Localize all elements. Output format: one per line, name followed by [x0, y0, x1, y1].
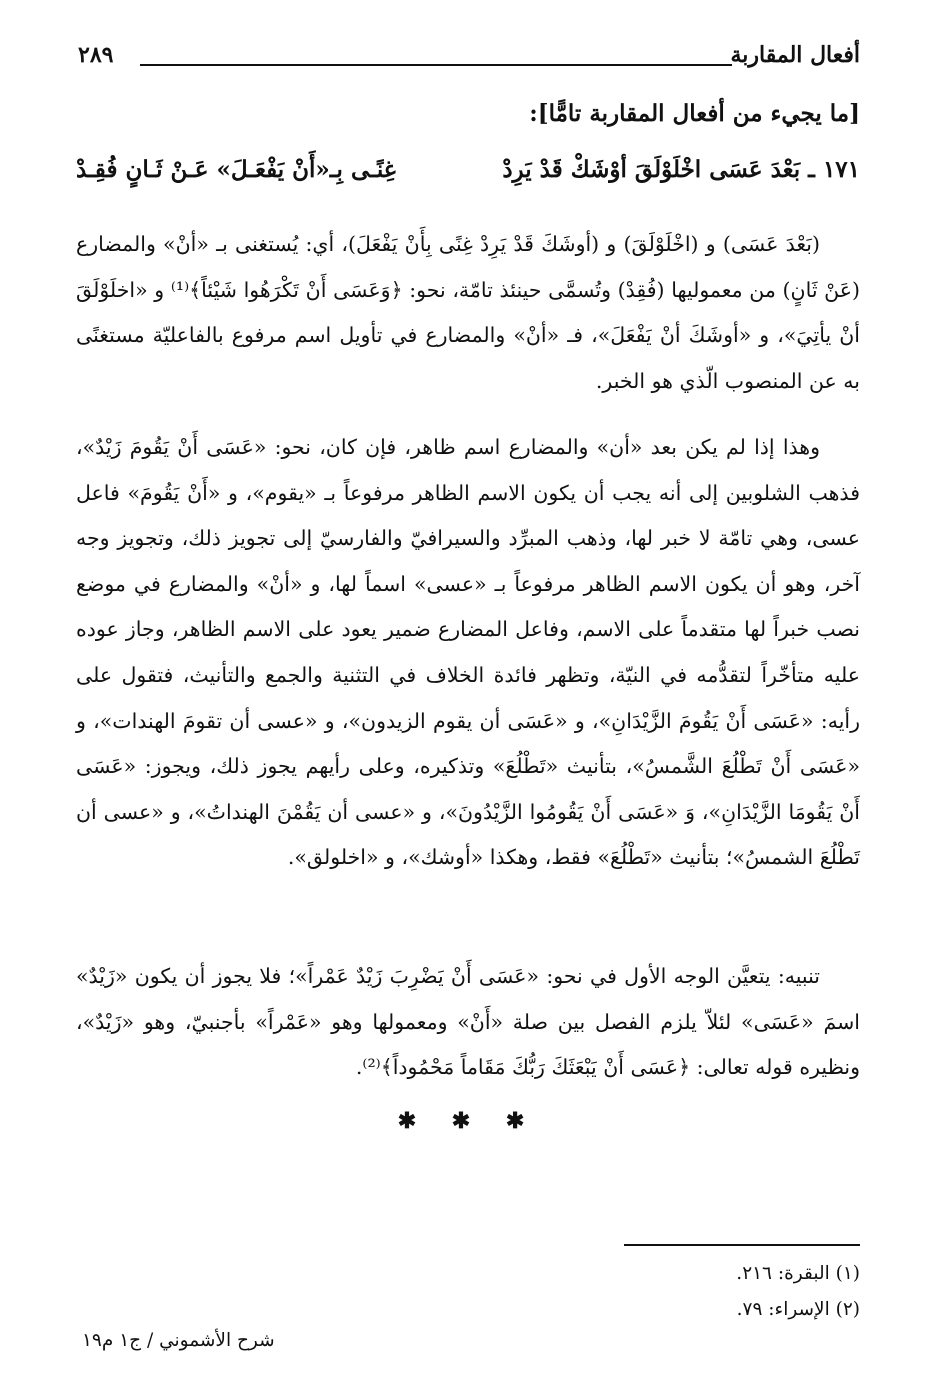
paragraph-text: (بَعْدَ عَسَى) و (اخْلَوْلَقَ) و (أوشَكَ قَدْ يَرِدْ غِنًى بِأَنْ يَفْعَلَ)، أي: يُستغنى بـ «أنْ» والمضارع (عَنْ ثَانٍ) من معموليها (فُقِدْ) وتُسمَّى حينئذ تامّة، نحو: ﴿وَعَسَى أَنْ تَكْرَهُوا شَيْئاً﴾⁽¹⁾ و «اخلَوْلَقَ أنْ يأتِيَ»، و «أوشَكَ أنْ يَفْعَلَ»، فـ «أنْ» والمضارع في تأويل اسم مرفوع بالفاعليّة مستغنًى به عن المنصوب الّذي هو الخبر. [76, 232, 861, 393]
section-separator: ✱ ✱ ✱ [397, 1108, 539, 1134]
footnotes [76, 1256, 860, 1328]
footnote-2: (٢) الإسراء: ٧٩. [736, 1299, 860, 1320]
paragraph-1 [76, 222, 860, 404]
paragraph-2 [76, 425, 860, 881]
print-signature: شرح الأشموني / ج١ م١٩ [82, 1330, 275, 1351]
footnote-1: (١) البقرة: ٢١٦. [736, 1263, 860, 1284]
verse-line [76, 156, 860, 200]
paragraph-text: تنبيه: يتعيَّن الوجه الأول في نحو: «عَسَى أَنْ يَضْرِبَ زَيْدٌ عَمْراً»؛ فلا يجوز أن يكون «زَيْدٌ» اسمَ «عَسَى» لئلاّ يلزم الفصل بين صلة «أَنْ» ومعمولها وهو «عَمْراً» بأجنبيّ، وهو «زَيْدٌ»، ونظيره قوله تعالى: ﴿عَسَى أَنْ يَبْعَثَكَ رَبُّكَ مَقَاماً مَحْمُوداً﴾⁽²⁾. [76, 964, 860, 1080]
header-rule [140, 64, 732, 66]
paragraph-3-note [76, 954, 860, 1091]
footnote-rule [624, 1244, 860, 1246]
running-header [78, 42, 860, 76]
paragraph-text: وهذا إذا لم يكن بعد «أن» والمضارع اسم ظاهر، فإن كان، نحو: «عَسَى أَنْ يَقُومَ زَيْدٌ»، فذهب الشلوبين إلى أنه يجب أن يكون الاسم الظاهر مرفوعاً بـ «يقوم»، و «أَنْ يَقُومَ» فاعل عسى، وهي تامّة لا خبر لها، وذهب المبرِّد والسيرافيّ والفارسيّ إلى تجويز ذلك، وتجويز وجه آخر، وهو أن يكون الاسم الظاهر مرفوعاً بـ «عسى» اسماً لها، و «أنْ» والمضارع في موضع نصب خبراً لها متقدماً على الاسم، وفاعل المضارع ضمير يعود على الاسم الظاهر، وجاز عوده عليه متأخّراً لتقدُّمه في النيّة، وتظهر فائدة الخلاف في التثنية والجمع والتأنيث، فتقول على رأيه: «عَسَى أَنْ يَقُومَ الزَّيْدَانِ»، و «عَسَى أن يقوم الزيدون»، و «عسى أن تقومَ الهندات»، و «عَسَى أَنْ تَطْلُعَ الشَّمسُ»، بتأنيث «تَطْلُعَ» وتذكيره، وعلى رأيهم يجوز ذلك، ويجوز: «عَسَى أَنْ يَقُومَا الزَّيْدَانِ»، وَ «عَسَى أَنْ يَقُومُوا الزَّيْدُونَ»، و «عسى أن يَقُمْنَ الهنداتُ»، و «عسى أن تَطْلُعَ الشمسُ»؛ بتأنيث «تَطْلُعَ» فقط، وهكذا «أوشك»، و «اخلولق». [76, 435, 860, 870]
section-heading: [ما يجيء من أفعال المقاربة تامًّا]: [529, 100, 860, 127]
page-number: ٢٨٩ [78, 42, 114, 68]
verse-second-hemistich: غِنًـى بِـ«أَنْ يَفْعَـلَ» عَـنْ ثَـانٍ فُقِـدْ [76, 156, 396, 183]
verse-first-hemistich: ١٧١ ـ بَعْدَ عَسَى اخْلَوْلَقَ أوْشَكْ قَدْ يَرِدْ [502, 156, 860, 183]
header-title: أفعال المقاربة [730, 42, 860, 68]
